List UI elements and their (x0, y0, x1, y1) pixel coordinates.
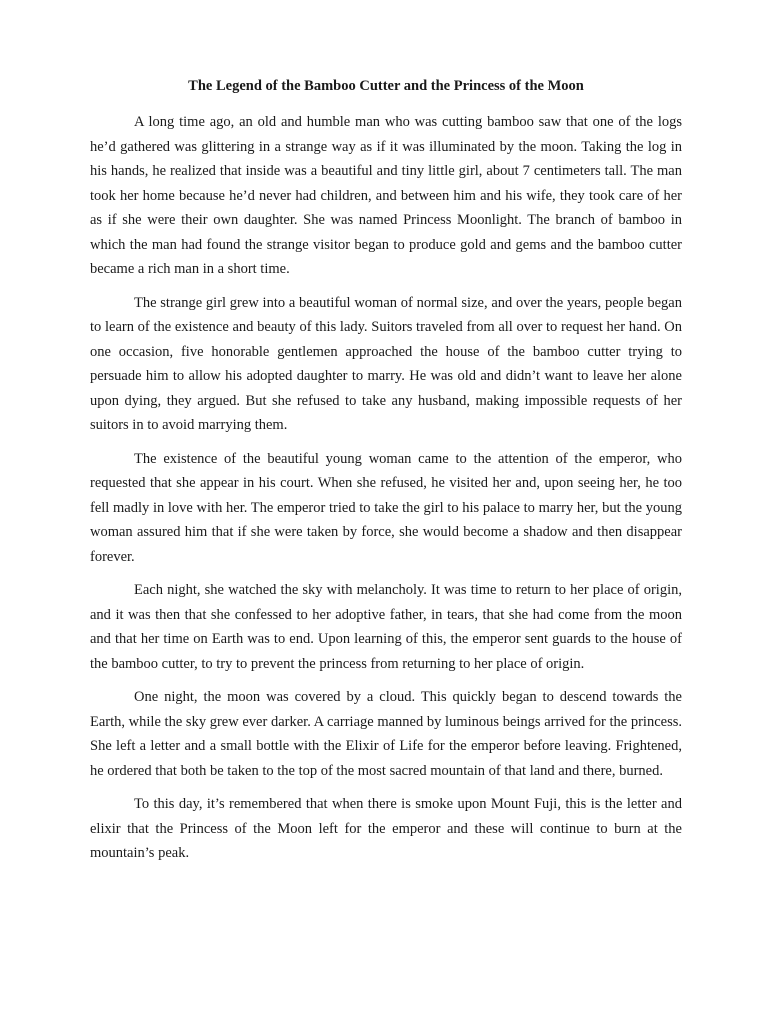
document-title: The Legend of the Bamboo Cutter and the Princess of the Moon (188, 78, 584, 94)
paragraph-4: Each night, she watched the sky with melancholy. It was time to return to her place of origin, and it was then that she confessed to her adoptive father, in tears, that she had come from the moon and that her time on Earth was to end. Upon learning of this, the emperor sent guards to the house of the bamboo cutter, to try to prevent the princess from returning to her place of origin. (90, 582, 682, 672)
paragraph-3: The existence of the beautiful young woman came to the attention of the emperor, who requested that she appear in his court. When she refused, he visited her and, upon seeing her, he too fell madly in love with her. The emperor tried to take the girl to his palace to marry her, but the young woman assured him that if she were taken by force, she would become a shadow and then disappear forever. (90, 450, 682, 565)
paragraph-5: One night, the moon was covered by a cloud. This quickly began to descend towards the Earth, while the sky grew ever darker. A carriage manned by luminous beings arrived for the princess. She left a letter and a small bottle with the Elixir of Life for the emperor before leaving. Frightened, he ordered that both be taken to the top of the most sacred mountain of that land and there, burned. (90, 689, 682, 779)
paragraph-6: To this day, it’s remembered that when there is smoke upon Mount Fuji, this is the letter and elixir that the Princess of the Moon left for the emperor and these will continue to burn at the mountain’s peak. (90, 796, 682, 861)
paragraph-1: A long time ago, an old and humble man who was cutting bamboo saw that one of the logs he’d gathered was glittering in a strange way as if it was illuminated by the moon. Taking the log in his hands, he realized that inside was a beautiful and tiny little girl, about 7 centimeters tall. The man took her home because he’d never had children, and between him and his wife, they took care of her as if she were their own daughter. She was named Princess Moonlight. The branch of bamboo in which the man had found the strange visitor began to produce gold and gems and the bamboo cutter became a rich man in a short time. (90, 114, 682, 277)
paragraph-2: The strange girl grew into a beautiful woman of normal size, and over the years, people began to learn of the existence and beauty of this lady. Suitors traveled from all over to request her hand. On one occasion, five honorable gentlemen approached the house of the bamboo cutter trying to persuade him to allow his adopted daughter to marry. He was old and didn’t want to leave her alone upon dying, they argued. But she refused to take any husband, making impossible requests of her suitors in to avoid marrying them. (90, 294, 682, 433)
